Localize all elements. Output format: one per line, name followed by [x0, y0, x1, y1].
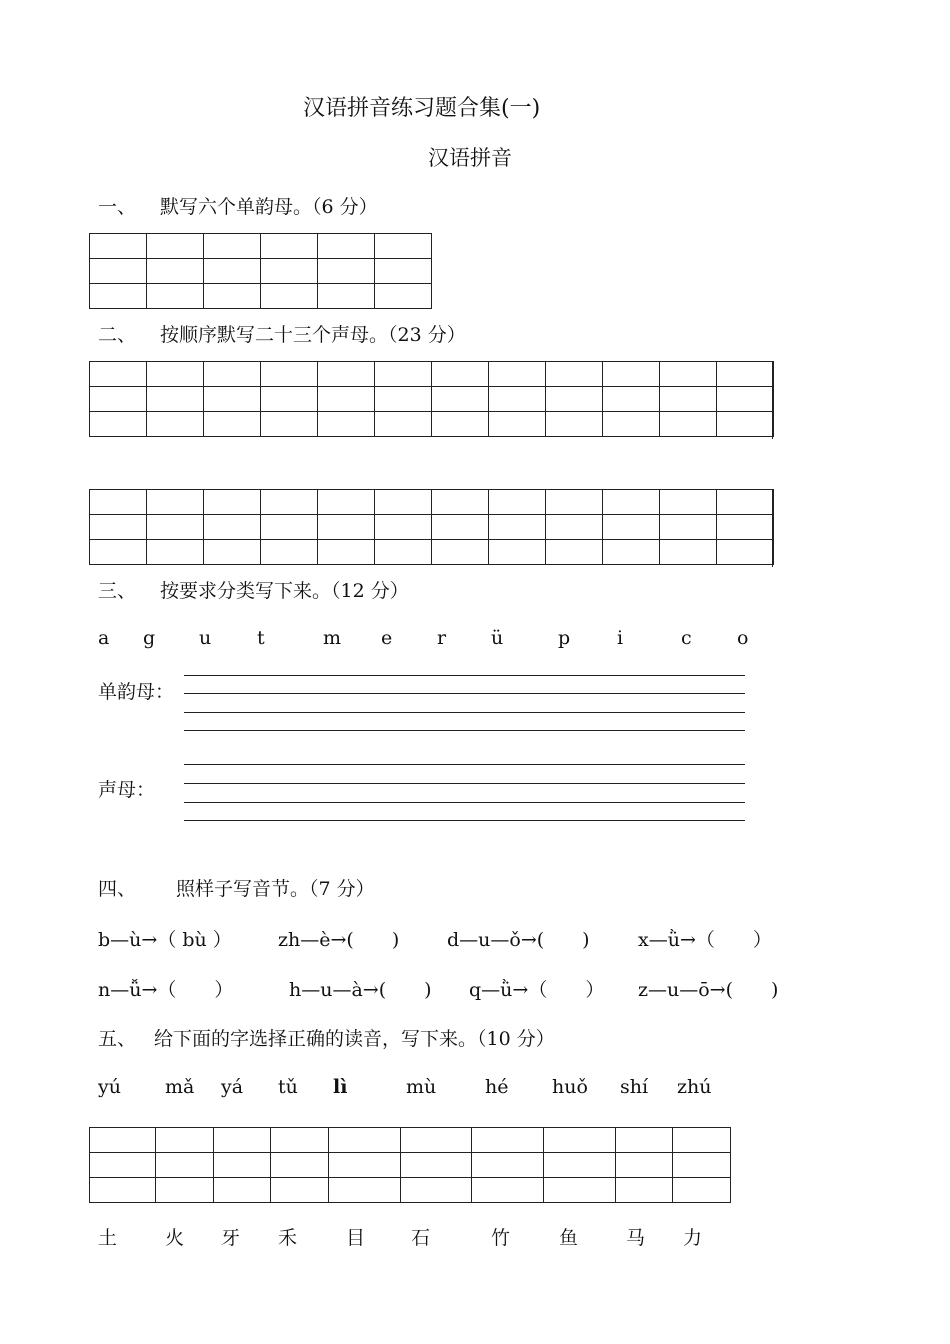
- q5-char: 牙: [221, 1227, 241, 1249]
- q5-pinyin: mǎ: [165, 1076, 195, 1098]
- initial-writing-line[interactable]: [184, 802, 745, 803]
- vowel-writing-line[interactable]: [184, 730, 745, 731]
- vowel-writing-line[interactable]: [184, 712, 745, 713]
- q5-char: 土: [98, 1227, 118, 1249]
- q4-item[interactable]: z—u—ō→( ): [638, 979, 779, 1001]
- q5-pinyin: hé: [485, 1076, 509, 1098]
- q5-char: 竹: [491, 1227, 511, 1249]
- q1-grid[interactable]: [89, 233, 432, 309]
- q2-text: 按顺序默写二十三个声母。（23 分）: [160, 324, 466, 346]
- q2-grid-top[interactable]: [89, 361, 774, 437]
- vowel-writing-line[interactable]: [184, 675, 745, 676]
- q4-example: b—ù→（ bù ）: [98, 929, 232, 951]
- q2-grid-bottom-edge: [772, 489, 773, 567]
- q5-char: 目: [346, 1227, 366, 1249]
- q3-letter: e: [381, 627, 393, 649]
- q5-pinyin: mù: [406, 1076, 437, 1098]
- q3-letter: ü: [491, 627, 504, 649]
- q5-char: 力: [683, 1227, 703, 1249]
- q1-text: 默写六个单韵母。（6 分）: [160, 196, 378, 218]
- q4-item[interactable]: x—ǜ→（ ）: [638, 929, 772, 951]
- q5-text: 给下面的字选择正确的读音，写下来。（10 分）: [154, 1028, 555, 1050]
- q4-text: 照样子写音节。（7 分）: [176, 878, 375, 900]
- q3-letter: u: [199, 627, 212, 649]
- q4-item[interactable]: q—ǜ→（ ）: [469, 979, 605, 1001]
- initial-writing-line[interactable]: [184, 783, 745, 784]
- q4-item[interactable]: zh—è→( ): [278, 929, 400, 951]
- q5-pinyin: huǒ: [552, 1076, 588, 1098]
- q4-item[interactable]: n—ǚ→（ ）: [98, 979, 234, 1001]
- q3-letter: i: [617, 627, 624, 649]
- q3-number: 三、: [98, 580, 137, 602]
- q4-item[interactable]: d—u—ǒ→( ): [447, 929, 590, 951]
- q2-number: 二、: [98, 324, 137, 346]
- q4-number: 四、: [98, 878, 137, 900]
- q3-letter: g: [143, 627, 156, 649]
- q5-pinyin: tǔ: [278, 1076, 298, 1098]
- q5-pinyin: lì: [333, 1076, 348, 1098]
- q3-label-vowels: 单韵母：: [98, 681, 175, 703]
- page-title: 汉语拼音练习题合集(一): [303, 96, 541, 121]
- q3-letter: p: [558, 627, 571, 649]
- q5-grid[interactable]: [89, 1127, 731, 1203]
- q5-char: 火: [165, 1227, 185, 1249]
- initial-writing-line[interactable]: [184, 820, 745, 821]
- q1-number: 一、: [98, 196, 137, 218]
- q3-label-initials: 声母：: [98, 779, 156, 801]
- vowel-writing-line[interactable]: [184, 693, 745, 694]
- q5-number: 五、: [98, 1028, 137, 1050]
- q5-pinyin: yú: [98, 1076, 121, 1098]
- q5-char: 禾: [278, 1227, 298, 1249]
- initial-writing-line[interactable]: [184, 764, 745, 765]
- q5-char: 马: [626, 1227, 646, 1249]
- q3-letter: t: [257, 627, 265, 649]
- q2-grid-bottom[interactable]: [89, 489, 774, 565]
- q5-pinyin: shí: [620, 1076, 649, 1098]
- q4-item[interactable]: h—u—à→( ): [289, 979, 432, 1001]
- q5-pinyin: yá: [221, 1076, 244, 1098]
- q3-letter: r: [437, 627, 447, 649]
- q3-letter: c: [681, 627, 692, 649]
- q3-text: 按要求分类写下来。（12 分）: [160, 580, 409, 602]
- page-subtitle: 汉语拼音: [428, 146, 512, 170]
- q5-char: 石: [411, 1227, 431, 1249]
- q3-letter: o: [737, 627, 749, 649]
- q3-letter: m: [323, 627, 342, 649]
- q3-letter: a: [98, 627, 110, 649]
- q2-grid-top-edge: [772, 361, 773, 439]
- q5-char: 鱼: [559, 1227, 579, 1249]
- q5-pinyin: zhú: [677, 1076, 712, 1098]
